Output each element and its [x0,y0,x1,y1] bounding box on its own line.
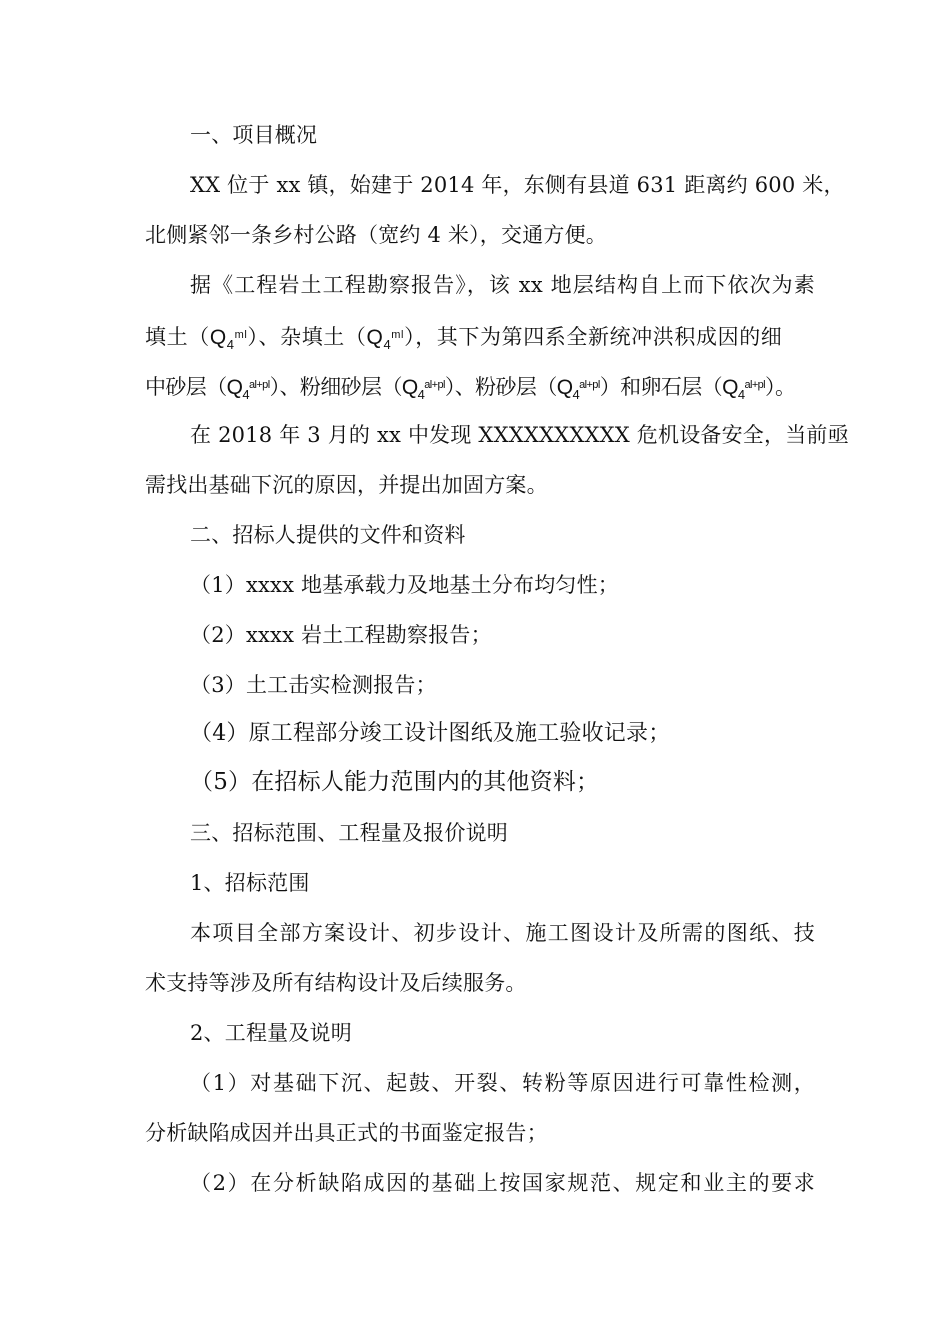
text-segment: ），其下为第四系全新统冲洪积成因的细 [404,325,783,349]
text-segment: ）、杂填土（ [247,325,367,349]
section-1-heading: 一、项目概况 [190,123,318,147]
soil-symbol-q: Q [722,376,738,399]
soil-subscript: 4 [242,387,249,402]
subsection-2-item-2-line-1: （2）在分析缺陷成因的基础上按国家规范、规定和业主的要求 [190,1171,815,1195]
soil-superscript-alpl: al+pl [579,379,600,391]
text-segment: ）。 [765,375,796,399]
list-item: （3）土工击实检测报告； [190,673,437,697]
text-segment: ）、粉砂层（ [444,375,557,399]
section-2-heading: 二、招标人提供的文件和资料 [190,523,466,547]
subsection-2-heading: 2、工程量及说明 [190,1021,352,1045]
soil-subscript: 4 [417,387,425,402]
soil-symbol-q: Q [209,326,227,349]
soil-superscript-ml: ml [391,329,405,341]
paragraph-2-line-1: 据《工程岩土工程勘察报告》，该 xx 地层结构自上而下依次为素 [190,273,815,297]
soil-symbol-q: Q [556,376,573,399]
text-segment: ）、粉细砂层（ [269,375,402,399]
list-item: （1）xxxx 地基承载力及地基土分布均匀性； [190,573,620,597]
soil-symbol-q: Q [226,376,243,399]
soil-symbol-q: Q [401,376,418,399]
subsection-1-line-1: 本项目全部方案设计、初步设计、施工图设计及所需的图纸、技 [190,921,815,945]
soil-superscript-ml: ml [234,329,248,341]
section-3-heading: 三、招标范围、工程量及报价说明 [190,821,508,845]
subsection-2-item-1-line-2: 分析缺陷成因并出具正式的书面鉴定报告； [145,1121,548,1145]
soil-superscript-alpl: al+pl [424,379,445,391]
paragraph-3-line-1: 在 2018 年 3 月的 xx 中发现 XXXXXXXXXX 危机设备安全，当前亟 [190,423,849,447]
list-item: （4）原工程部分竣工设计图纸及施工验收记录； [190,721,671,746]
soil-subscript: 4 [226,337,235,352]
subsection-1-heading: 1、招标范围 [190,871,310,895]
paragraph-3-line-2: 需找出基础下沉的原因，并提出加固方案。 [145,473,548,497]
soil-subscript: 4 [572,387,580,402]
text-segment: ）和卵石层（ [599,375,723,399]
text-segment: 填土（ [145,325,210,349]
paragraph-1-line-1: XX 位于 xx 镇，始建于 2014 年，东侧有县道 631 距离约 600 米， [190,173,845,197]
paragraph-2-line-3 [145,370,815,410]
soil-symbol-q: Q [366,326,384,349]
soil-subscript: 4 [383,337,392,352]
subsection-2-item-1-line-1: （1）对基础下沉、起鼓、开裂、转粉等原因进行可靠性检测， [190,1071,815,1095]
list-item: （2）xxxx 岩土工程勘察报告； [190,623,492,647]
list-item: （5）在招标人能力范围内的其他资料； [190,769,600,795]
soil-superscript-alpl: al+pl [249,379,270,391]
soil-subscript: 4 [737,387,745,402]
text-segment: 中砂层（ [145,375,227,399]
paragraph-1-line-2: 北侧紧邻一条乡村公路（宽约 4 米），交通方便。 [145,223,608,247]
soil-superscript-alpl: al+pl [744,379,766,391]
subsection-1-line-2: 术支持等涉及所有结构设计及后续服务。 [145,971,527,995]
paragraph-2-line-2 [145,320,815,360]
